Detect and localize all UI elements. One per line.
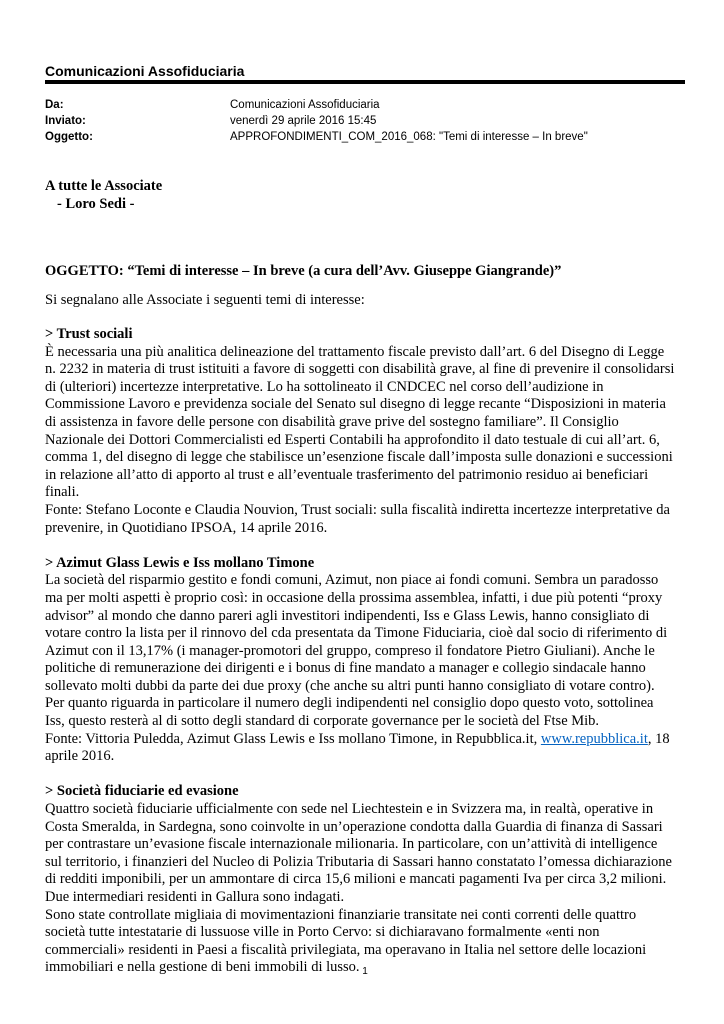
body-line: per contrastare un’evasione fiscale internazionale milionaria. In particolare, con un’attività di intelligence [45, 836, 658, 853]
body-line: Costa Smeralda, in Sardegna, sono coinvolte in un’operazione condotta dalla Guardia di finanza di Sassari [45, 818, 663, 835]
section-title: > Trust sociali [45, 326, 133, 342]
meta-sent [45, 113, 685, 129]
body-line: finali. [45, 484, 80, 501]
body-line: politiche di remunerazione dei dirigenti e i bonus di fine mandato a manager e collegio sindacale hanno [45, 660, 646, 677]
body-line: Nazionale dei Dottori Commercialisti ed Esperti Contabili ha approfondito il dato testuale di cui all’art. 6, [45, 431, 660, 448]
body-line: aprile 2016. [45, 748, 115, 765]
body-line: immobiliari e nella gestione di beni immobili di lusso. [45, 959, 360, 976]
letter-body [45, 326, 685, 977]
addressee-line: - Loro Sedi - [57, 196, 135, 212]
body-line: votare contro la lista per il rinnovo del cda presentata da Timone Fiduciaria, cioè dal socio di riferimento di [45, 625, 668, 642]
body-line: ma per molti aspetti è proprio così: in occasione della prossima assemblea, infatti, i due più potenti “proxy [45, 589, 663, 606]
header-divider [45, 80, 685, 84]
body-line: prevenire, in Quotidiano IPSOA, 14 aprile 2016. [45, 519, 328, 536]
body-line: Azimut con il 13,17% (i manager-promotori del gruppo, compreso il fondatore Pietro Giuliani). Anche le [45, 642, 655, 659]
body-line: commerciali» residenti in Paesi a fiscalità privilegiata, ma operavano in Italia nel settore delle locazioni [45, 941, 647, 958]
source-line [45, 731, 685, 749]
body-line: sollevato molti dubbi da parte dei due proxy (che anche su altri punti hanno consigliato di votare contro). [45, 677, 655, 694]
body-line: Fonte: Stefano Loconte e Claudia Nouvion, Trust sociali: sulla fiscalità indiretta incertezze interpretative da [45, 501, 670, 518]
body-line: Sono state controllate migliaia di movimentazioni finanziarie transitate nei conti correnti delle quattro [45, 906, 637, 923]
body-line: comma 1, del disegno di legge che stabilisce un’esenzione fiscale dall’imposta sulle donazioni e successioni [45, 449, 673, 466]
intro-text: Si segnalano alle Associate i seguenti temi di interesse: [45, 292, 365, 308]
meta-value: Comunicazioni Assofiduciaria [230, 99, 380, 111]
body-line: in relazione all’atto di apporto al trust e all’eventuale trasferimento del patrimonio residuo ai beneficiari [45, 466, 649, 483]
repubblica-link[interactable]: www.repubblica.it [540, 730, 648, 747]
meta-from [45, 97, 685, 113]
body-line: Iss, questo resterà al di sotto degli standard di corporate governance per le società del Ftse Mib. [45, 713, 600, 730]
section-title: > Azimut Glass Lewis e Iss mollano Timone [45, 554, 315, 571]
meta-subject [45, 129, 685, 145]
page-number: 1 [362, 966, 368, 977]
body-line: Per quanto riguarda in particolare il numero degli indipendenti nel consiglio dopo questo voto, sottolinea [45, 695, 654, 712]
body-line: Quattro società fiduciarie ufficialmente con sede nel Liechtestein e in Svizzera ma, in realtà, operative in [45, 801, 654, 818]
body-line: È necessaria una più analitica delineazione del trattamento fiscale previsto dall’art. 6 del Disegno di Legge [45, 343, 665, 360]
body-line: di redditi imponibili, per un ammontare di circa 15,6 milioni e mancati pagamenti Iva per circa 3,2 milioni. [45, 871, 667, 888]
addressee-line: A tutte le Associate [45, 178, 163, 194]
body-line: di assistenza in favore delle persone con disabilità grave prive del sostegno familiare”. Il Consiglio [45, 413, 619, 430]
body-line: advisor” al mondo che danno pareri agli investitori indipendenti, Iss e Glass Lewis, hanno consigliato di [45, 607, 650, 624]
body-line: di (ulteriori) incertezze interpretative. Lo ha sottolineato il CNDCEC nel corso dell’audizione in [45, 378, 604, 395]
body-line: Commissione Lavoro e previdenza sociale del Senato sul disegno di legge recante “Disposizioni in materia [45, 396, 666, 413]
source-text: Fonte: Vittoria Puledda, Azimut Glass Lewis e Iss mollano Timone, in Repubblica.it, [45, 730, 541, 747]
body-line: Due intermediari residenti in Gallura sono indagati. [45, 889, 345, 905]
meta-label: Oggetto: [45, 131, 93, 143]
section-title: > Società fiduciarie ed evasione [45, 783, 239, 800]
addressee-block [45, 177, 162, 213]
meta-label: Inviato: [45, 115, 86, 127]
meta-value: venerdì 29 aprile 2016 15:45 [230, 115, 377, 127]
letter-subject: OGGETTO: “Temi di interesse – In breve (a cura dell’Avv. Giuseppe Giangrande)” [45, 263, 562, 279]
meta-label: Da: [45, 99, 64, 111]
body-line: n. 2232 in materia di trust istituiti a favore di soggetti con disabilità grave, al fine di prevenire il consolidarsi [45, 361, 675, 378]
source-text: , 18 [647, 730, 670, 747]
meta-value: APPROFONDIMENTI_COM_2016_068: "Temi di interesse – In breve" [230, 131, 588, 143]
body-line: sul territorio, i finanzieri del Nucleo di Polizia Tributaria di Sassari hanno constatato l’omessa dichiarazione [45, 853, 672, 870]
body-line: La società del risparmio gestito e fondi comuni, Azimut, non piace ai fondi comuni. Sembra un paradosso [45, 572, 659, 589]
body-line: società tutte intestatarie di lussuose ville in Porto Cervo: si dichiaravano formalmente «enti non [45, 924, 600, 941]
email-header-title: Comunicazioni Assofiduciaria [45, 63, 245, 79]
